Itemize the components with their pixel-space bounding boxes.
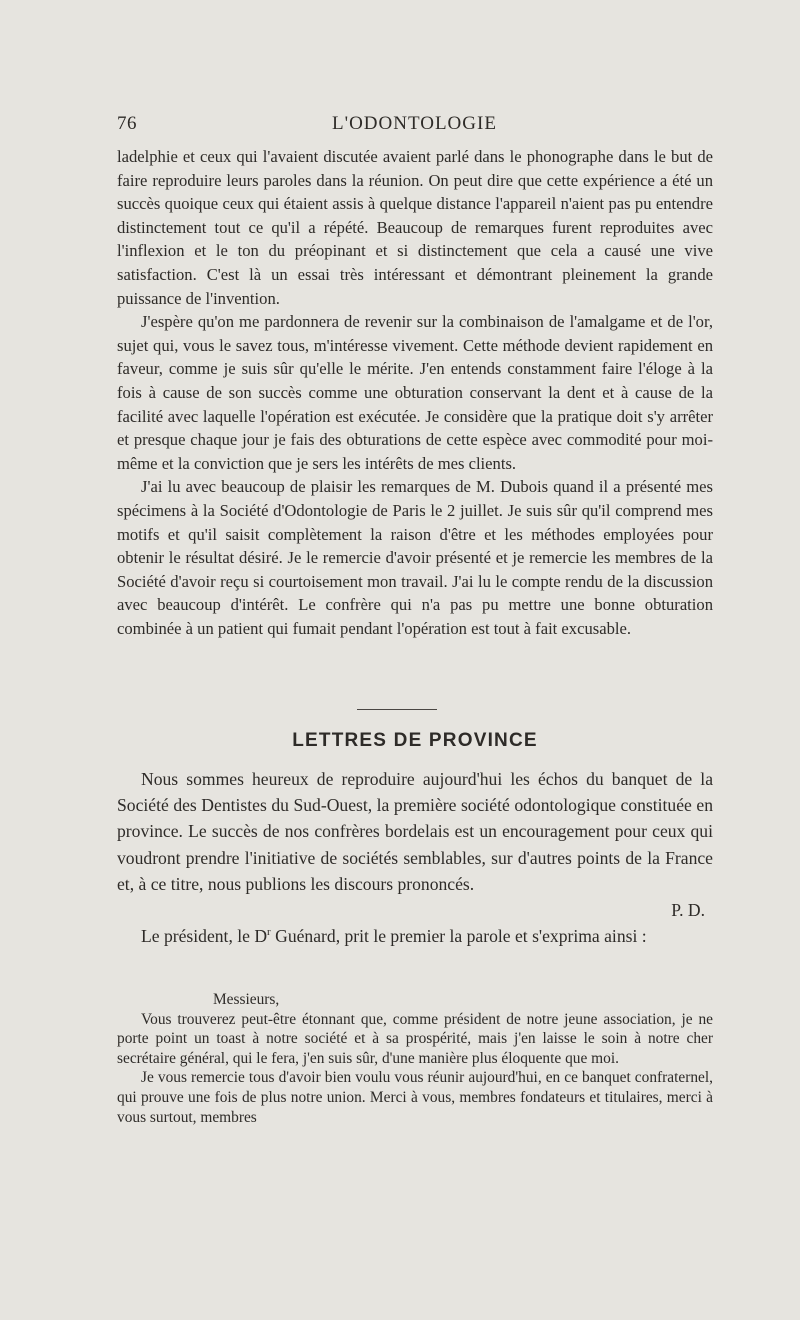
section-heading: LETTRES DE PROVINCE [292, 730, 538, 751]
president-text-before: Le président, le D [141, 926, 268, 947]
article-paragraph: ladelphie et ceux qui l'avaient discutée avaient parlé dans le phonographe dans le but de faire reproduire leurs paroles dans la réunion. On peut dire que cette expérience a été un succès quoique ceux qui étaient assis à quelque distance l'appareil n'aient pas pu entendre distinctement tout ce qu'il a répété. Beaucoup de remarques furent reproduites avec l'inflexion et le ton du préopinant et si distinctement que cela a causé une vive satisfaction. C'est là un essai très intéressant et démontrant pleinement la grande puissance de l'invention. [117, 147, 713, 308]
page-header [117, 113, 712, 137]
president-text-after: Guénard, prit le premier la parole et s'exprima ainsi : [270, 926, 647, 947]
speech-paragraph: Je vous remercie tous d'avoir bien voulu vous réunir aujourd'hui, en ce banquet confraternel, qui prouve une fois de plus notre union. Merci à vous, membres fondateurs et titulaires, merci à vous surtout, membres [117, 1069, 713, 1126]
intro-paragraph: Nous sommes heureux de reproduire aujourd'hui les échos du banquet de la Société des Dentistes du Sud-Ouest, la première société odontologique constituée en province. Le succès de nos confrères bordelais est un encouragement pour ceux qui voudront prendre l'initiative de sociétés semblables, sur d'autres points de la France et, à ce titre, nous publions les discours prononcés. [117, 769, 713, 894]
article-continuation [117, 145, 713, 640]
article-paragraph: J'ai lu avec beaucoup de plaisir les remarques de M. Dubois quand il a présenté mes spécimens à la Société d'Odontologie de Paris le 2 juillet. Je suis sûr qu'il comprend mes motifs et qu'il saisit complètement la raison d'être et les méthodes employées pour obtenir le résultat désiré. Je le remercie d'avoir présenté et je remercie les membres de la Société d'avoir reçu si courtoisement mon travail. J'ai lu le compte rendu de la discussion avec beaucoup d'intérêt. Le confrère qui n'a pas pu mettre une bonne obturation combinée à un patient qui fumait pendant l'opération est tout à fait excusable. [117, 477, 713, 638]
speech-text [117, 990, 713, 1127]
president-intro [117, 923, 713, 949]
speech-paragraph: Vous trouverez peut-être étonnant que, comme président de notre jeune association, je ne porte point un toast à notre société et à sa prospérité, mais j'en laisse le soin à notre cher secrétaire général, qui le fera, j'en suis sûr, d'une manière plus éloquente que moi. [117, 1010, 713, 1067]
page-number: 76 [117, 113, 137, 134]
speech-salutation: Messieurs, [213, 991, 280, 1008]
editor-signature: P. D. [671, 900, 705, 921]
section-intro [117, 766, 713, 949]
doctor-abbrev-superscript: r [267, 926, 271, 939]
article-paragraph: J'espère qu'on me pardonnera de revenir sur la combinaison de l'amalgame et de l'or, sujet qui, vous le savez tous, m'intéresse vivement. Cette méthode devient rapidement en faveur, comme je suis sûr qu'elle le mérite. J'en entends constamment faire l'éloge à la fois à cause de son succès comme une obturation conservant la dent et à cause de la facilité avec laquelle l'opération est exécutée. Je considère que la pratique doit s'y arrêter et presque chaque jour je fais des obturations de cette espèce avec commodité pour moi-même et la conviction que je sers les intérêts de mes clients. [117, 312, 713, 473]
running-title: L'ODONTOLOGIE [332, 113, 497, 134]
section-divider [357, 709, 437, 710]
